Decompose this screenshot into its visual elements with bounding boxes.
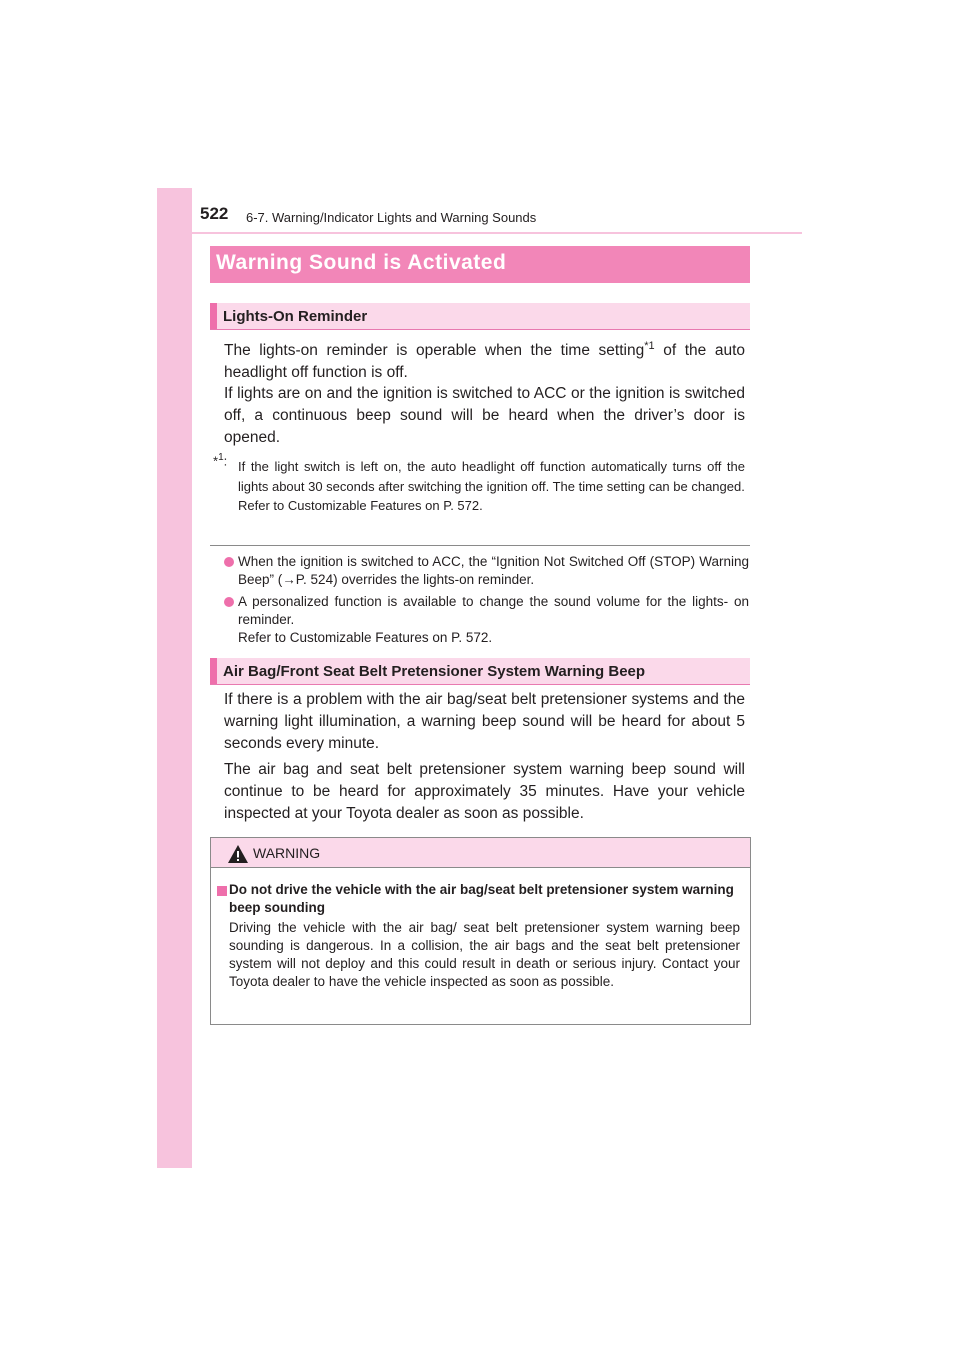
main-heading-text: Warning Sound is Activated <box>216 251 507 274</box>
lights-on-paragraph-1: The lights-on reminder is operable when the time setting$^{*1}$ of the auto headlight off function is off. <box>224 340 746 382</box>
warning-header <box>211 838 750 868</box>
lights-on-paragraph-2: If lights are on and the ignition is switched to ACC or the ignition is switched off, a continuous beep sound will be heard when the driver’s door is opened. <box>224 385 745 446</box>
lights-on-reminder-heading <box>210 303 750 330</box>
arrow-icon: → <box>282 572 296 587</box>
section-divider <box>210 545 750 546</box>
warning-bullet-square-icon <box>217 886 227 896</box>
airbag-paragraph-1: If there is a problem with the air bag/seat belt pretensioner systems and the warning light illumination, a warning beep sound will be heard for about 5 seconds every minute. <box>224 691 745 752</box>
lights-on-heading-text: Lights-On Reminder <box>223 308 368 325</box>
main-section-heading <box>210 246 750 283</box>
bullet-dot-icon <box>224 597 234 607</box>
airbag-heading-text: Air Bag/Front Seat Belt Pretensioner System Warning Beep <box>223 663 646 680</box>
warning-box <box>210 837 751 1025</box>
note-bullet-2: A personalized function is available to change the sound volume for the lights- on reminder. Refer to Customizable Features on P. 572. <box>224 593 749 647</box>
heading-accent-bar <box>210 658 217 684</box>
warning-title: Do not drive the vehicle with the air bag/seat belt pretensioner system warning beep sounding <box>229 882 734 915</box>
airbag-warning-beep-heading <box>210 658 750 685</box>
header-rule <box>157 232 802 234</box>
warning-label: WARNING <box>253 845 321 861</box>
chapter-title: 6-7. Warning/Indicator Lights and Warning Sounds <box>246 210 537 225</box>
warning-text: Driving the vehicle with the air bag/ seat belt pretensioner system warning beep sounding is dangerous. In a collision, the air bags and the seat belt pretensioner system will not deploy and this could result in death or serious injury. Contact your Toyota dealer to have the vehicle inspected as soon as possible. <box>229 920 740 989</box>
footnote-reference-link: Refer to Customizable Features on P. 572. <box>238 498 483 513</box>
chapter-sidebar-tab <box>157 188 192 1168</box>
footnote-reference: *1 <box>644 340 655 352</box>
heading-accent-bar <box>210 303 217 329</box>
footnote-marker: *$^1$: <box>213 452 228 469</box>
bullet-dot-icon <box>224 557 234 567</box>
footnote-text: If the light switch is left on, the auto headlight off function automatically turns off the lights about 30 seconds after switching the ignition off. The time setting can be changed. Refer to Customizable Features on P. 572. <box>238 459 745 513</box>
page-number: 522 <box>200 204 229 223</box>
note-bullet-1: When the ignition is switched to ACC, the “Ignition Not Switched Off (STOP) Warning Beep” (→P. 524) overrides the lights-on reminder. <box>224 553 749 589</box>
warning-triangle-icon <box>227 844 249 864</box>
airbag-paragraph-2: The air bag and seat belt pretensioner system warning beep sound will continue to be heard for approximately 35 minutes. Have your vehicle inspected at your Toyota dealer as soon as possible. <box>224 761 745 822</box>
